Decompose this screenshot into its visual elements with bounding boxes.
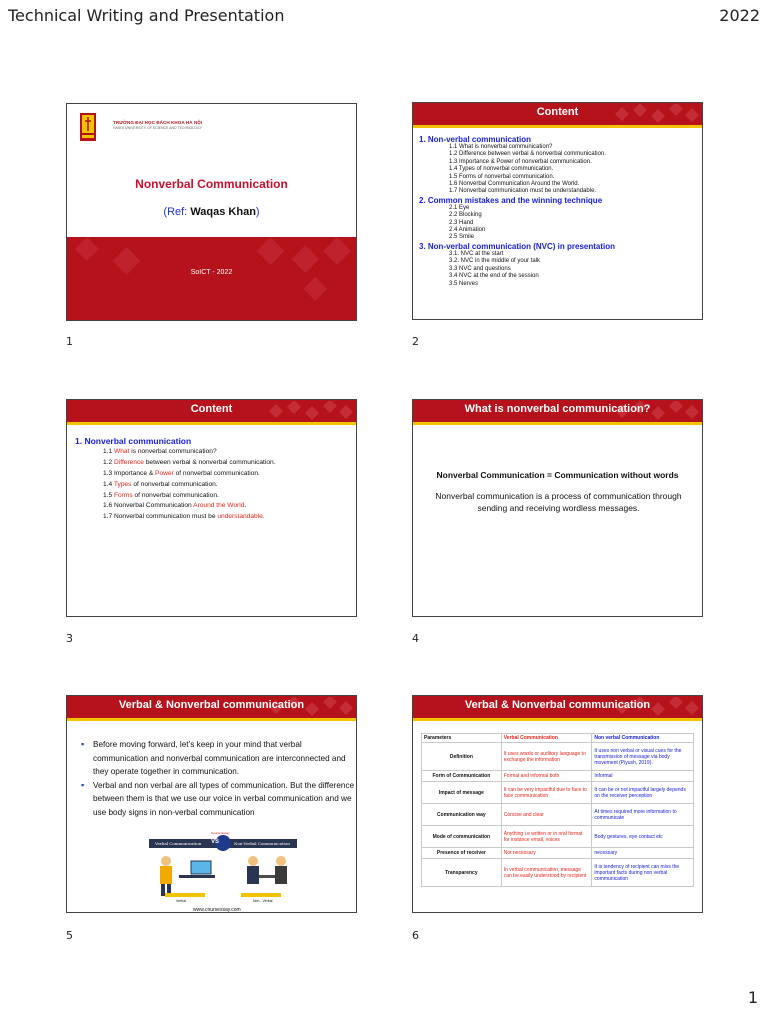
toc-section: 1. Nonverbal communication: [75, 436, 192, 446]
toc-section: 3. Non-verbal communication (NVC) in presentation: [419, 241, 616, 251]
table-header-cell: Parameters: [422, 734, 502, 743]
toc-item: 2.3 Hand: [449, 219, 474, 226]
table-row: Impact of message It can be very impactful due to face to face communication It can be or not impactful largely depends on the receiver perception: [422, 782, 694, 804]
toc-item: 1.5 Forms of nonverbal communication.: [103, 491, 219, 499]
page-header: [8, 6, 760, 28]
image-brand-label: Course Essay: [211, 831, 230, 835]
slide-title-stripe: [67, 422, 356, 425]
toc-item: 3.4 NVC at the end of the session: [449, 273, 539, 280]
slide-2-title: Content: [536, 106, 579, 118]
university-name: TRƯỜNG ĐẠI HỌC BÁCH KHOA HÀ NỘI: [113, 120, 203, 125]
table-header-cell: Non verbal Communication: [592, 734, 694, 743]
toc-item: 2.2 Blocking: [449, 212, 482, 219]
slide-number: 6: [412, 929, 419, 942]
toc-item: 3.2. NVC in the middle of your talk: [449, 258, 541, 265]
toc-item: 1.5 Forms of nonverbal communication.: [449, 173, 555, 180]
slide-4-title: What is nonverbal communication?: [464, 403, 651, 415]
toc-item: 3.3 NVC and questions: [449, 265, 511, 272]
slide-title-stripe: [413, 125, 702, 128]
image-website: www.coursessay.com: [193, 907, 241, 913]
image-caption-verbal: Verbal: [176, 899, 186, 903]
slide-number: 4: [412, 632, 419, 645]
toc-item: 1.7 Nonverbal communication must be understandable.: [449, 188, 597, 195]
toc-item: 1.6 Nonverbal Communication Around the World.: [449, 181, 580, 188]
toc-item: 1.2 Difference between verbal & nonverbal communication.: [449, 151, 606, 158]
slide-4-equation: Nonverbal Communication = Communication without words: [436, 470, 679, 480]
slide-number: 5: [66, 929, 73, 942]
slide-2: [412, 102, 703, 320]
table-row: Mode of communication Anything i.e written or in oral format for instance email, voices Body gestures, eye contact etc: [422, 826, 694, 848]
table-row: Definition It uses words or auditory language to exchange the information It uses non verbal or visual cues for the transmission of message via body movement (Piyush, 2019).: [422, 743, 694, 771]
bullet-item: ▪ Verbal and non verbal are all types of communication. But the difference between them is that we use our voice in verbal communication and we use body signs in non-verbal communication: [81, 779, 356, 820]
toc-item: 1.3 Importance & Power of nonverbal communication.: [103, 469, 260, 477]
toc-item: 1.1 What is nonverbal communication?: [449, 144, 553, 150]
toc-item: 1.2 Difference between verbal & nonverbal communication.: [103, 458, 276, 466]
toc-item: 1.3 Importance & Power of nonverbal communication.: [449, 158, 592, 165]
slide-title-stripe: [413, 718, 702, 721]
verbal-vs-nonverbal-illustration: [141, 831, 303, 913]
toc-item: 1.1 What is nonverbal communication?: [103, 447, 217, 455]
slide-3: [66, 399, 357, 617]
slide-5-bullets: [81, 738, 356, 819]
toc-item: 3.1. NVC at the start: [449, 250, 504, 257]
toc-item: 1.7 Nonverbal communication must be understandable.: [103, 513, 265, 521]
page-number: 1: [747, 988, 758, 1007]
slide-1-footer: SoICT - 2022: [190, 269, 233, 276]
image-banner-nonverbal: Non-Verbal Communication: [234, 841, 290, 846]
toc-item: 2.5 Smile: [449, 234, 475, 241]
document-title: Technical Writing and Presentation: [8, 6, 285, 25]
table-row: Presence of receiver Not necessary necessary: [422, 848, 694, 859]
slide-number: 1: [66, 335, 73, 348]
slide-4: [412, 399, 703, 617]
slide-1-red-band: [67, 237, 356, 321]
comparison-table: [421, 733, 694, 887]
table-of-contents: [419, 135, 615, 288]
toc-item: 3.5 Nerves: [449, 280, 479, 287]
toc-item: 1.4 Types of nonverbal communication.: [103, 480, 218, 488]
slide-number: 2: [412, 335, 419, 348]
slide-1: [66, 103, 357, 321]
slide-number: 3: [66, 632, 73, 645]
table-header-row: [422, 734, 694, 743]
toc-item: 2.4 Animation: [449, 227, 486, 234]
slide-5: [66, 695, 357, 913]
image-vs-label: VS: [210, 839, 219, 845]
slide-6-title: Verbal & Nonverbal communication: [464, 699, 651, 711]
toc-item: 1.6 Nonverbal Communication Around the World.: [103, 502, 247, 510]
university-name-en: HANOI UNIVERSITY OF SCIENCE AND TECHNOLOGY: [113, 126, 202, 130]
image-caption-nonverbal: Non - Verbal: [253, 899, 273, 903]
slide-1-reference: (Ref: Waqas Khan): [163, 206, 260, 218]
table-of-contents: [75, 436, 276, 523]
slide-3-title: Content: [190, 403, 233, 415]
slide-1-title: Nonverbal Communication: [135, 177, 288, 191]
table-row: Communication way Concise and clear At times required more information to communicate: [422, 804, 694, 826]
toc-item: 1.4 Types of nonverbal communication.: [449, 166, 554, 173]
image-banner-verbal: Verbal Communication: [155, 841, 202, 846]
table-header-cell: Verbal Communication: [501, 734, 592, 743]
toc-item: 2.1 Eye: [449, 204, 470, 211]
table-row: Form of Communication Formal and informal both Informal: [422, 771, 694, 782]
university-logo-icon: [80, 113, 96, 141]
document-year: 2022: [719, 6, 760, 25]
diamond-pattern-icon: [67, 237, 356, 321]
slide-title-stripe: [413, 422, 702, 425]
slide-title-stripe: [67, 718, 356, 721]
bullet-item: ▪ Before moving forward, let’s keep in your mind that verbal communication and nonverbal communication are interconnected and they operate together in communication.: [81, 738, 356, 779]
slide-6: [412, 695, 703, 913]
reference-author: Waqas Khan: [190, 206, 256, 218]
table-row: Transparency In verbal communication, message can be easily understood by recipient It is tendency of recipient can miss the important facts during non verbal communication: [422, 859, 694, 887]
toc-section: 1. Non-verbal communication: [419, 135, 532, 144]
slide-5-title: Verbal & Nonverbal communication: [118, 699, 305, 711]
toc-section: 2. Common mistakes and the winning technique: [419, 195, 603, 205]
slide-4-description: Nonverbal communication is a process of communication through sending and receiving wordless messages.: [435, 491, 682, 513]
